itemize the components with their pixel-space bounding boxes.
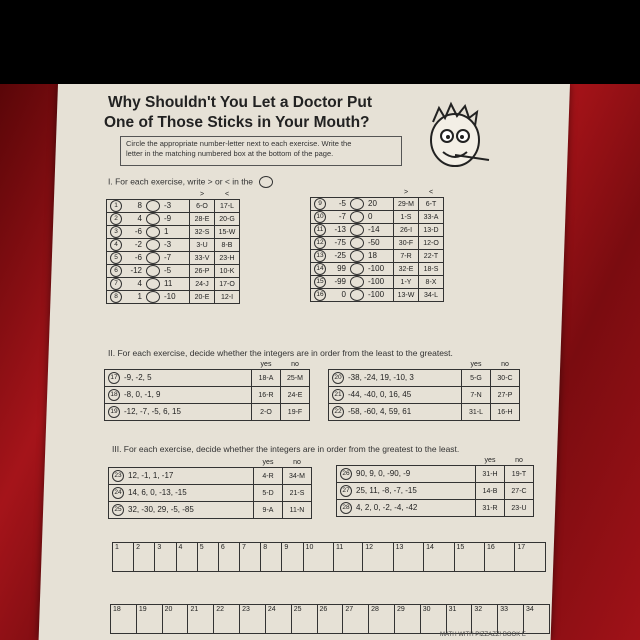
answer-box[interactable]: 21 [188, 605, 214, 634]
answer-box[interactable]: 5 [197, 543, 218, 572]
integer-sequence: 32, -30, 29, -5, -85 [128, 505, 194, 515]
lt-choice[interactable]: 17-O [215, 278, 240, 291]
yes-choice[interactable]: 5-G [462, 370, 491, 387]
no-choice[interactable]: 16-H [491, 404, 520, 421]
answer-circle[interactable] [146, 226, 160, 238]
no-header: no [293, 459, 301, 466]
exercise-number: 13 [314, 250, 326, 262]
exercise-row [107, 265, 240, 278]
value-a: -7 [338, 212, 346, 222]
exercise-cell [105, 387, 252, 404]
value-a: -12 [130, 266, 142, 276]
answer-box[interactable]: 24 [265, 605, 291, 634]
exercise-cell [107, 265, 190, 278]
lt-choice[interactable]: 18-S [419, 263, 444, 276]
gt-choice[interactable]: 20-E [190, 291, 215, 304]
answer-boxes-row-1 [112, 542, 546, 572]
answer-circle[interactable] [350, 211, 364, 223]
exercise-cell [107, 239, 190, 252]
answer-circle[interactable] [350, 198, 364, 210]
exercise-row [329, 404, 520, 421]
exercise-row [311, 276, 444, 289]
dark-background [0, 0, 640, 84]
yes-choice[interactable]: 2-O [252, 404, 281, 421]
exercise-row [311, 263, 444, 276]
yes-choice[interactable]: 7-N [462, 387, 491, 404]
yes-choice[interactable]: 31-L [462, 404, 491, 421]
exercise-row [107, 239, 240, 252]
instructions-line-1: Circle the appropriate number-letter next to each exercise. Write the [126, 139, 352, 148]
exercise-number: 23 [112, 470, 124, 482]
value-a: -6 [134, 253, 142, 263]
part3-heading: III. For each exercise, decide whether the integers are in order from the greatest to the least. [112, 444, 460, 454]
gt-choice[interactable]: 28-E [190, 213, 215, 226]
exercise-row [107, 291, 240, 304]
value-b: -3 [164, 240, 172, 250]
answer-box[interactable]: 11 [333, 543, 362, 572]
exercise-row [109, 468, 312, 485]
no-choice[interactable]: 30-C [491, 370, 520, 387]
integer-sequence: 4, 2, 0, -2, -4, -42 [356, 503, 418, 513]
value-b: -10 [164, 292, 176, 302]
exercise-number: 22 [332, 406, 344, 418]
exercise-number: 26 [340, 468, 352, 480]
lt-choice[interactable]: 12-O [419, 237, 444, 250]
exercise-row [311, 224, 444, 237]
exercise-number: 2 [110, 213, 122, 225]
value-a: 4 [137, 214, 142, 224]
no-choice[interactable]: 27-C [505, 483, 534, 500]
value-a: -5 [338, 199, 346, 209]
gt-choice[interactable]: 1-S [394, 211, 419, 224]
answer-box[interactable]: 17 [515, 543, 546, 572]
footer-credit: MATH WITH PIZZAZZ! BOOK E [440, 632, 526, 638]
lt-choice[interactable]: 20-G [215, 213, 240, 226]
lt-choice[interactable]: 10-K [215, 265, 240, 278]
gt-choice[interactable]: 33-V [190, 252, 215, 265]
no-choice[interactable]: 24-E [281, 387, 310, 404]
gt-choice[interactable]: 24-J [190, 278, 215, 291]
answer-box[interactable]: 30 [420, 605, 446, 634]
no-choice[interactable]: 21-S [283, 485, 312, 502]
value-b: -100 [368, 264, 385, 274]
no-header: no [515, 457, 523, 464]
exercise-row [109, 502, 312, 519]
yes-choice[interactable]: 5-D [254, 485, 283, 502]
exercise-cell [109, 468, 254, 485]
lt-choice[interactable]: 6-T [419, 198, 444, 211]
value-b: -9 [164, 214, 172, 224]
exercise-number: 6 [110, 265, 122, 277]
yes-choice[interactable]: 4-R [254, 468, 283, 485]
value-b: -3 [164, 201, 172, 211]
exercise-row [105, 404, 310, 421]
part1-heading [108, 176, 277, 188]
exercise-row [107, 226, 240, 239]
no-choice[interactable]: 27-P [491, 387, 520, 404]
value-b: -100 [368, 277, 385, 287]
exercise-number: 5 [110, 252, 122, 264]
exercise-cell [107, 226, 190, 239]
exercise-cell [337, 500, 476, 517]
yes-choice[interactable]: 9-A [254, 502, 283, 519]
exercise-number: 28 [340, 502, 352, 514]
yes-choice[interactable]: 16-R [252, 387, 281, 404]
exercise-row [337, 483, 534, 500]
answer-box[interactable]: 9 [282, 543, 303, 572]
value-b: -5 [164, 266, 172, 276]
answer-box[interactable]: 2 [134, 543, 155, 572]
answer-box[interactable]: 26 [317, 605, 343, 634]
integer-sequence: -8, 0, -1, 9 [124, 390, 161, 400]
answer-box[interactable]: 3 [155, 543, 176, 572]
answer-circle[interactable] [146, 252, 160, 264]
answer-box[interactable]: 6 [218, 543, 239, 572]
value-b: 18 [368, 251, 377, 261]
exercise-row [105, 387, 310, 404]
answer-circle[interactable] [350, 250, 364, 262]
yes-header: yes [484, 457, 496, 464]
value-a: -99 [334, 277, 346, 287]
exercise-row [337, 466, 534, 483]
part2-heading: II. For each exercise, decide whether the integers are in order from the least to the greatest. [108, 348, 453, 358]
answer-circle[interactable] [146, 278, 160, 290]
value-b: 11 [164, 279, 173, 289]
no-choice[interactable]: 25-M [281, 370, 310, 387]
answer-box[interactable]: 23 [240, 605, 266, 634]
exercise-row [337, 500, 534, 517]
exercise-cell [329, 387, 462, 404]
part1-right-table [310, 188, 444, 302]
value-a: 1 [137, 292, 142, 302]
yes-choice[interactable]: 31-H [476, 466, 505, 483]
answer-box[interactable]: 29 [394, 605, 420, 634]
value-a: -6 [134, 227, 142, 237]
exercise-number: 24 [112, 487, 124, 499]
part2-right-table [328, 360, 520, 421]
doctor-cartoon-icon [415, 100, 495, 175]
answer-circle[interactable] [146, 239, 160, 251]
answer-box[interactable]: 10 [303, 543, 333, 572]
value-a: -13 [334, 225, 346, 235]
exercise-number: 17 [108, 372, 120, 384]
answer-box[interactable]: 8 [261, 543, 282, 572]
part3-right-table [336, 456, 534, 517]
value-b: 20 [368, 199, 377, 209]
exercise-number: 3 [110, 226, 122, 238]
answer-circle[interactable] [350, 263, 364, 275]
value-a: -75 [334, 238, 346, 248]
gt-choice[interactable]: 32-S [190, 226, 215, 239]
exercise-number: 14 [314, 263, 326, 275]
yes-header: yes [260, 361, 272, 368]
gt-choice[interactable]: 29-M [394, 198, 419, 211]
exercise-row [311, 289, 444, 302]
integer-sequence: -58, -60, 4, 59, 61 [348, 407, 412, 417]
exercise-cell [105, 370, 252, 387]
value-b: -50 [368, 238, 380, 248]
integer-sequence: 25, 11, -8, -7, -15 [356, 486, 417, 496]
answer-box[interactable]: 12 [363, 543, 393, 572]
exercise-number: 21 [332, 389, 344, 401]
answer-box[interactable]: 4 [176, 543, 197, 572]
gt-choice[interactable]: 30-F [394, 237, 419, 250]
title-line-2: One of Those Sticks in Your Mouth? [104, 114, 370, 131]
exercise-cell [329, 404, 462, 421]
answer-box[interactable]: 1 [113, 543, 134, 572]
no-choice[interactable]: 11-N [283, 502, 312, 519]
exercise-cell [109, 502, 254, 519]
answer-circle[interactable] [350, 237, 364, 249]
answer-box[interactable]: 14 [424, 543, 454, 572]
answer-box[interactable]: 13 [393, 543, 423, 572]
exercise-number: 10 [314, 211, 326, 223]
gt-choice[interactable]: 32-E [394, 263, 419, 276]
answer-box[interactable]: 32 [472, 605, 498, 634]
exercise-cell [109, 485, 254, 502]
integer-sequence: -38, -24, 19, -10, 3 [348, 373, 414, 383]
gt-choice[interactable]: 26-I [394, 224, 419, 237]
answer-circle-icon [259, 176, 273, 188]
exercise-row [311, 198, 444, 211]
exercise-cell [311, 211, 394, 224]
value-b: -7 [164, 253, 172, 263]
value-a: -2 [134, 240, 142, 250]
exercise-row [311, 250, 444, 263]
answer-box[interactable]: 7 [240, 543, 261, 572]
part2-left-table [104, 360, 310, 421]
answer-box[interactable]: 34 [524, 605, 550, 634]
lt-choice[interactable]: 15-W [215, 226, 240, 239]
value-b: 1 [164, 227, 169, 237]
exercise-number: 25 [112, 504, 124, 516]
answer-box[interactable]: 27 [343, 605, 369, 634]
exercise-cell [311, 224, 394, 237]
exercise-number: 18 [108, 389, 120, 401]
value-b: 0 [368, 212, 373, 222]
no-choice[interactable]: 23-U [505, 500, 534, 517]
value-a: -25 [334, 251, 346, 261]
exercise-row [105, 370, 310, 387]
integer-sequence: 12, -1, 1, -17 [128, 471, 174, 481]
exercise-cell [107, 213, 190, 226]
title-line-1: Why Shouldn't You Let a Doctor Put [108, 94, 373, 111]
exercise-row [107, 200, 240, 213]
integer-sequence: -9, -2, 5 [124, 373, 152, 383]
exercise-cell [107, 291, 190, 304]
exercise-row [329, 370, 520, 387]
answer-box[interactable]: 18 [111, 605, 137, 634]
exercise-number: 20 [332, 372, 344, 384]
exercise-cell [311, 276, 394, 289]
lt-header: < [224, 191, 230, 198]
no-header: no [291, 361, 299, 368]
exercise-row [107, 278, 240, 291]
exercise-cell [107, 252, 190, 265]
lt-choice[interactable]: 8-B [215, 239, 240, 252]
lt-choice[interactable]: 8-X [419, 276, 444, 289]
answer-circle[interactable] [146, 265, 160, 277]
gt-choice[interactable]: 13-W [394, 289, 419, 302]
lt-choice[interactable]: 23-H [215, 252, 240, 265]
gt-choice[interactable]: 6-O [190, 200, 215, 213]
exercise-number: 1 [110, 200, 122, 212]
lt-choice[interactable]: 33-A [419, 211, 444, 224]
yes-header: yes [470, 361, 482, 368]
exercise-cell [311, 237, 394, 250]
lt-choice[interactable]: 34-L [419, 289, 444, 302]
exercise-cell [311, 250, 394, 263]
value-a: 4 [137, 279, 142, 289]
answer-boxes-row-2 [110, 604, 550, 634]
answer-box[interactable]: 28 [369, 605, 395, 634]
value-a: 99 [337, 264, 346, 274]
answer-circle[interactable] [350, 224, 364, 236]
exercise-number: 11 [314, 224, 326, 236]
exercise-cell [311, 263, 394, 276]
answer-circle[interactable] [350, 276, 364, 288]
answer-box[interactable]: 33 [498, 605, 524, 634]
answer-box[interactable]: 15 [454, 543, 484, 572]
no-header: no [501, 361, 509, 368]
yes-choice[interactable]: 31-R [476, 500, 505, 517]
exercise-row [107, 252, 240, 265]
exercise-number: 15 [314, 276, 326, 288]
exercise-cell [329, 370, 462, 387]
value-b: -100 [368, 290, 385, 300]
exercise-number: 12 [314, 237, 326, 249]
lt-choice[interactable]: 22-T [419, 250, 444, 263]
answer-box[interactable]: 25 [291, 605, 317, 634]
part1-heading-text: I. For each exercise, write > or < in the [108, 176, 254, 187]
exercise-cell [311, 198, 394, 211]
lt-header: < [428, 189, 434, 196]
exercise-cell [337, 466, 476, 483]
yes-choice[interactable]: 14-B [476, 483, 505, 500]
exercise-row [311, 211, 444, 224]
yes-choice[interactable]: 18-A [252, 370, 281, 387]
exercise-number: 8 [110, 291, 122, 303]
exercise-cell [107, 278, 190, 291]
integer-sequence: -44, -40, 0, 16, 45 [348, 390, 412, 400]
exercise-number: 19 [108, 406, 120, 418]
answer-circle[interactable] [146, 213, 160, 225]
no-choice[interactable]: 19-F [281, 404, 310, 421]
lt-choice[interactable]: 17-L [215, 200, 240, 213]
exercise-cell [105, 404, 252, 421]
no-choice[interactable]: 34-M [283, 468, 312, 485]
value-a: 8 [137, 201, 142, 211]
exercise-number: 27 [340, 485, 352, 497]
integer-sequence: 14, 6, 0, -13, -15 [128, 488, 187, 498]
answer-circle[interactable] [146, 200, 160, 212]
answer-circle[interactable] [350, 289, 364, 301]
exercise-number: 7 [110, 278, 122, 290]
exercise-cell [337, 483, 476, 500]
instructions-line-2: letter in the matching numbered box at the bottom of the page. [126, 149, 334, 158]
value-b: -14 [368, 225, 380, 235]
exercise-cell [107, 200, 190, 213]
integer-sequence: -12, -7, -5, 6, 15 [124, 407, 181, 417]
lt-choice[interactable]: 12-I [215, 291, 240, 304]
gt-choice[interactable]: 3-U [190, 239, 215, 252]
exercise-row [311, 237, 444, 250]
value-a: 0 [341, 290, 346, 300]
integer-sequence: 90, 9, 0, -90, -9 [356, 469, 411, 479]
part3-left-table [108, 458, 312, 519]
answer-box[interactable]: 31 [446, 605, 472, 634]
exercise-number: 4 [110, 239, 122, 251]
gt-choice[interactable]: 26-P [190, 265, 215, 278]
lt-choice[interactable]: 13-D [419, 224, 444, 237]
answer-circle[interactable] [146, 291, 160, 303]
answer-box[interactable]: 16 [484, 543, 514, 572]
exercise-number: 9 [314, 198, 326, 210]
exercise-row [109, 485, 312, 502]
gt-header: > [403, 189, 409, 196]
no-choice[interactable]: 19-T [505, 466, 534, 483]
exercise-number: 16 [314, 289, 326, 301]
part1-left-table [106, 190, 240, 304]
exercise-row [329, 387, 520, 404]
gt-header: > [199, 191, 205, 198]
exercise-row [107, 213, 240, 226]
answer-box[interactable]: 19 [136, 605, 162, 634]
gt-choice[interactable]: 7-R [394, 250, 419, 263]
gt-choice[interactable]: 1-Y [394, 276, 419, 289]
answer-box[interactable]: 20 [162, 605, 188, 634]
yes-header: yes [262, 459, 274, 466]
exercise-cell [311, 289, 394, 302]
answer-box[interactable]: 22 [214, 605, 240, 634]
